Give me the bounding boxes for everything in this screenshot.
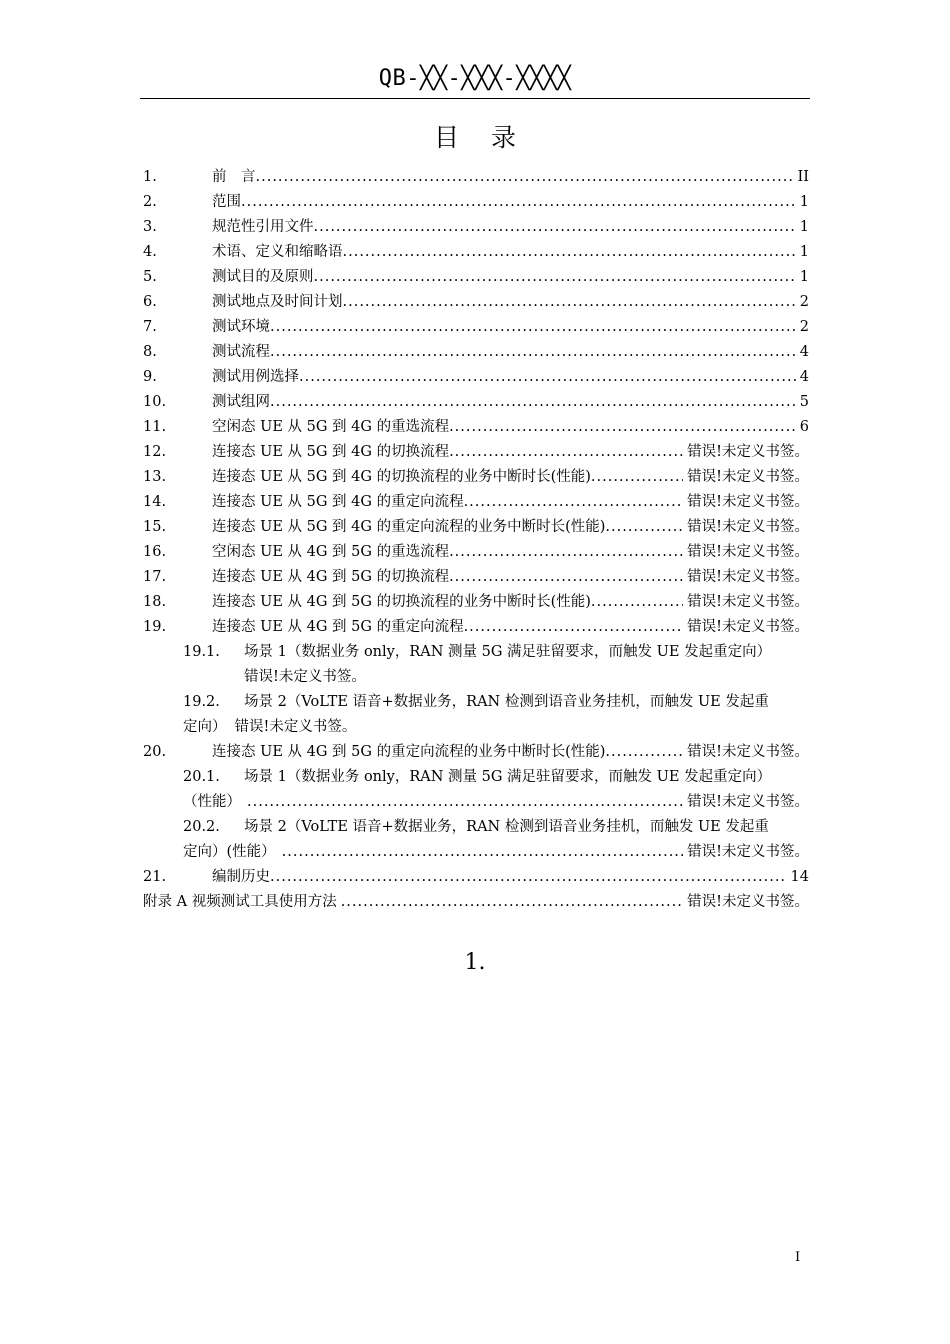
toc-sub-entries-19 — [143, 640, 809, 740]
toc-entry-number: 10. — [143, 394, 167, 410]
toc-entry[interactable] — [143, 415, 809, 440]
toc-entry-page: 4 — [799, 369, 809, 385]
toc-entry-page: 错误!未定义书签。 — [687, 844, 809, 860]
toc-entry[interactable] — [143, 365, 809, 390]
toc-entry-label: 连接态 UE 从 4G 到 5G 的切换流程 — [212, 569, 450, 585]
toc-entry-number: 8. — [143, 344, 157, 360]
toc-entry-label: 编制历史 — [212, 869, 270, 885]
toc-entry-page: 错误!未定义书签。 — [687, 494, 809, 510]
toc-entry[interactable] — [143, 290, 809, 315]
toc-entry-page: 错误!未定义书签。 — [687, 544, 809, 560]
toc-entry-number: 20.1. — [183, 769, 220, 785]
toc-entry-number: 17. — [143, 569, 167, 585]
toc-entry-label: 测试用例选择 — [212, 369, 299, 385]
toc-entry-page: 2 — [799, 294, 809, 310]
toc-entry-number: 20.2. — [183, 819, 220, 835]
toc-leader-dots — [449, 540, 683, 565]
toc-leader-dots — [247, 790, 683, 815]
toc-entry-label: 前 言 — [212, 169, 256, 185]
toc-entry-label: 连接态 UE 从 4G 到 5G 的重定向流程 — [212, 619, 464, 635]
toc-leader-dots — [449, 415, 796, 440]
toc-entry-number: 19.1. — [183, 644, 220, 660]
toc-entry[interactable] — [143, 440, 809, 465]
toc-entry-page: 1 — [799, 269, 809, 285]
toc-entry-page: II — [797, 169, 809, 185]
toc-entry-label: 测试组网 — [212, 394, 270, 410]
toc-entry-number: 3. — [143, 219, 157, 235]
toc-leader-dots — [591, 590, 683, 615]
toc-entry-number: 19.2. — [183, 694, 220, 710]
toc-entry-page: 错误!未定义书签。 — [687, 744, 809, 760]
toc-leader-dots — [464, 490, 684, 515]
toc-leader-dots — [314, 215, 796, 240]
toc-entry[interactable] — [143, 740, 809, 765]
toc-entry-label-continued: 定向） — [183, 719, 227, 735]
toc-entry[interactable] — [143, 540, 809, 565]
toc-entry-page: 错误!未定义书签。 — [687, 619, 809, 635]
toc-entry-label-continued: 定向）(性能） — [183, 844, 276, 860]
toc-entry-number: 20. — [143, 744, 167, 760]
toc-leader-dots — [605, 515, 683, 540]
toc-entry[interactable] — [143, 390, 809, 415]
toc-entry-page: 4 — [799, 344, 809, 360]
toc-sub-entries-20 — [143, 765, 809, 865]
toc-leader-dots — [449, 565, 683, 590]
toc-entry[interactable] — [143, 490, 809, 515]
toc-leader-dots — [241, 190, 796, 215]
toc-entry[interactable] — [143, 240, 809, 265]
toc-entry-label: 连接态 UE 从 4G 到 5G 的重定向流程的业务中断时长(性能) — [212, 744, 606, 760]
toc-sub-entry[interactable] — [143, 690, 809, 740]
toc-entry-page: 错误!未定义书签。 — [687, 569, 809, 585]
toc-entry-label: 范围 — [212, 194, 241, 210]
toc-leader-dots — [256, 165, 794, 190]
toc-entry-number: 2. — [143, 194, 157, 210]
toc-entry[interactable] — [143, 315, 809, 340]
toc-entry-number: 7. — [143, 319, 157, 335]
toc-sub-entry[interactable] — [143, 765, 809, 815]
toc-entry-label: 连接态 UE 从 4G 到 5G 的切换流程的业务中断时长(性能) — [212, 594, 591, 610]
page-number: I — [795, 1250, 801, 1265]
toc-entry-label: 测试目的及原则 — [212, 269, 314, 285]
toc-entry-number: 16. — [143, 544, 167, 560]
header-rule — [140, 98, 810, 99]
toc-entry-page: 5 — [799, 394, 809, 410]
toc-title: 目录 — [433, 123, 548, 152]
toc-entry-page: 错误!未定义书签。 — [244, 669, 366, 685]
toc-entry-number: 19. — [143, 619, 167, 635]
toc-entry-page: 错误!未定义书签。 — [687, 594, 809, 610]
toc-entry-page: 1 — [799, 219, 809, 235]
section-heading-number: 1. — [464, 950, 486, 975]
toc-entry-page: 1 — [799, 194, 809, 210]
page-header — [140, 60, 810, 100]
toc-entry[interactable] — [143, 165, 809, 190]
table-of-contents — [143, 165, 809, 915]
toc-leader-dots — [343, 290, 796, 315]
toc-entry-label: 连接态 UE 从 5G 到 4G 的切换流程的业务中断时长(性能) — [212, 469, 591, 485]
toc-entry-label: 连接态 UE 从 5G 到 4G 的切换流程 — [212, 444, 450, 460]
toc-appendix-entry[interactable] — [143, 890, 809, 915]
toc-entry-label: 连接态 UE 从 5G 到 4G 的重定向流程的业务中断时长(性能) — [212, 519, 606, 535]
toc-entry[interactable] — [143, 465, 809, 490]
toc-leader-dots — [343, 240, 796, 265]
toc-entry-number: 4. — [143, 244, 157, 260]
toc-entry-number: 11. — [143, 419, 167, 435]
toc-entry-number: 21. — [143, 869, 167, 885]
toc-entry-number: 15. — [143, 519, 167, 535]
toc-sub-entry[interactable] — [143, 815, 809, 865]
toc-entry-page: 错误!未定义书签。 — [687, 469, 809, 485]
toc-entry-number: 6. — [143, 294, 157, 310]
toc-entry-number: 14. — [143, 494, 167, 510]
toc-entry-label: 空闲态 UE 从 4G 到 5G 的重选流程 — [212, 544, 450, 560]
toc-entry[interactable] — [143, 515, 809, 540]
toc-sub-entry[interactable] — [143, 640, 809, 690]
toc-leader-dots — [282, 840, 684, 865]
toc-entry-page: 错误!未定义书签。 — [687, 894, 809, 910]
toc-entry-label: 场景 2（VoLTE 语音+数据业务，RAN 检测到语音业务挂机，而触发 UE 发起重 — [244, 819, 769, 835]
toc-entry[interactable] — [143, 590, 809, 615]
toc-entry[interactable] — [143, 615, 809, 640]
toc-leader-dots — [314, 265, 796, 290]
toc-entry-page: 错误!未定义书签。 — [234, 719, 357, 735]
toc-entry[interactable] — [143, 215, 809, 240]
toc-leader-dots — [341, 890, 683, 915]
toc-entry-label: 测试流程 — [212, 344, 270, 360]
toc-leader-dots — [270, 315, 796, 340]
toc-entry-label: 规范性引用文件 — [212, 219, 314, 235]
toc-leader-dots — [464, 615, 684, 640]
toc-entry-label: 连接态 UE 从 5G 到 4G 的重定向流程 — [212, 494, 464, 510]
toc-entry-label: 术语、定义和缩略语 — [212, 244, 343, 260]
toc-entry-label: 场景 1（数据业务 only，RAN 测量 5G 满足驻留要求，而触发 UE 发起重定向） — [244, 769, 772, 785]
toc-entry-page: 6 — [799, 419, 809, 435]
toc-entry-label: 附录 A 视频测试工具使用方法 — [143, 894, 337, 910]
toc-entry-number: 9. — [143, 369, 157, 385]
toc-entry[interactable] — [143, 190, 809, 215]
toc-entry[interactable] — [143, 865, 809, 890]
toc-entry-label: 测试地点及时间计划 — [212, 294, 343, 310]
toc-entry-label: 场景 1（数据业务 only，RAN 测量 5G 满足驻留要求，而触发 UE 发起重定向） — [244, 644, 772, 660]
toc-leader-dots — [270, 390, 796, 415]
toc-entry-label: 测试环境 — [212, 319, 270, 335]
toc-entry-label: 空闲态 UE 从 5G 到 4G 的重选流程 — [212, 419, 450, 435]
toc-entry-number: 5. — [143, 269, 157, 285]
toc-leader-dots — [299, 365, 796, 390]
toc-entry-page: 2 — [799, 319, 809, 335]
toc-entry-label: 场景 2（VoLTE 语音+数据业务，RAN 检测到语音业务挂机，而触发 UE 发起重 — [244, 694, 769, 710]
toc-entry-number: 12. — [143, 444, 167, 460]
toc-entry-page: 错误!未定义书签。 — [687, 444, 809, 460]
toc-entry[interactable] — [143, 340, 809, 365]
toc-leader-dots — [449, 440, 683, 465]
toc-main-entries — [143, 165, 809, 640]
toc-entry-label-continued: （性能） — [183, 794, 241, 810]
toc-entry-page: 错误!未定义书签。 — [687, 794, 809, 810]
document-code: QB-╳╳-╳╳╳-╳╳╳╳ — [378, 66, 572, 91]
toc-entry-page: 1 — [799, 244, 809, 260]
toc-entry-number: 1. — [143, 169, 157, 185]
toc-leader-dots — [270, 865, 787, 890]
toc-leader-dots — [605, 740, 683, 765]
toc-entry-page: 错误!未定义书签。 — [687, 519, 809, 535]
toc-entry-number: 18. — [143, 594, 167, 610]
toc-entry-number: 13. — [143, 469, 167, 485]
toc-entry-page: 14 — [790, 869, 809, 885]
toc-leader-dots — [591, 465, 683, 490]
toc-leader-dots — [270, 340, 796, 365]
toc-entry[interactable] — [143, 265, 809, 290]
toc-entry[interactable] — [143, 565, 809, 590]
